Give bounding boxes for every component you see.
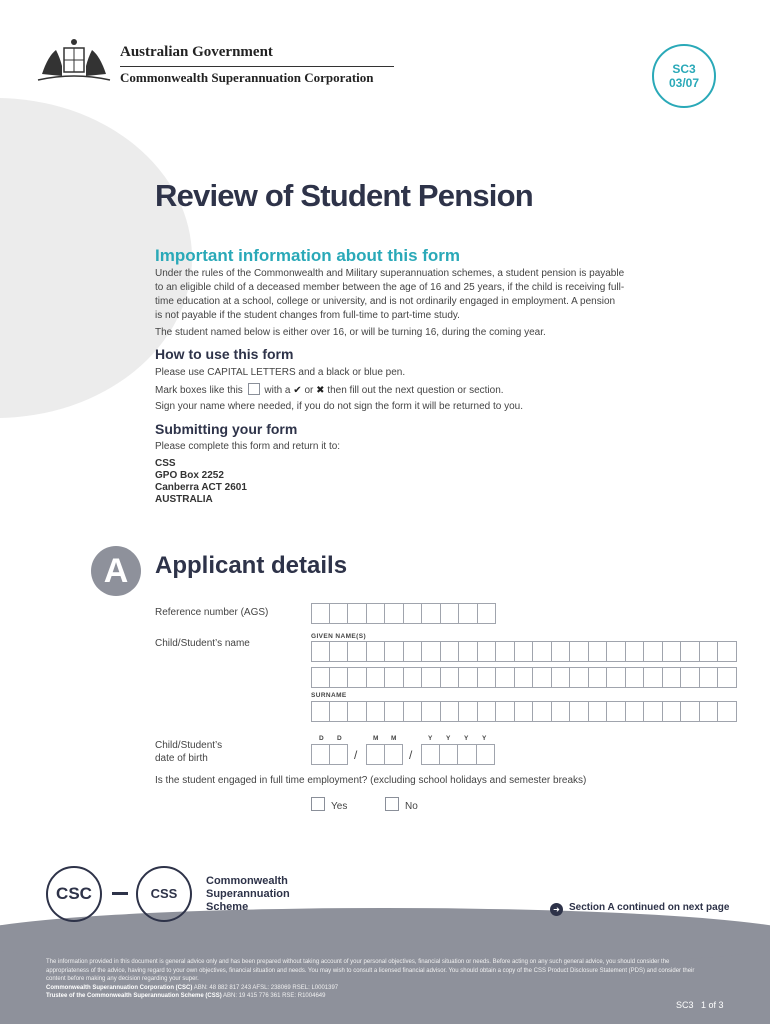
char-cell[interactable] <box>552 667 571 688</box>
char-cell[interactable] <box>459 603 478 624</box>
char-cell[interactable] <box>626 641 645 662</box>
char-cell[interactable] <box>718 667 737 688</box>
char-cell[interactable] <box>459 701 478 722</box>
no-checkbox[interactable] <box>385 797 399 811</box>
char-cell[interactable] <box>496 701 515 722</box>
mark-text-c: or <box>304 385 314 396</box>
char-cell[interactable] <box>607 667 626 688</box>
given-names-label: GIVEN NAME(S) <box>311 633 367 640</box>
important-paragraph: Under the rules of the Commonwealth and Military superannuation schemes, a student pension is payable to an eligible child of a deceased member between the age of 16 and 25 years, if the child is receiving full-time education at a school, college or university, and is not ordinarily engaged in employment. A pension is not payable if the student changes from full-time to part-time study. <box>155 268 625 321</box>
given-names-input-row-1[interactable] <box>311 641 737 662</box>
arrow-right-icon: ➜ <box>550 903 563 916</box>
how-to-heading: How to use this form <box>155 346 294 362</box>
dob-label <box>155 739 222 765</box>
char-cell[interactable] <box>626 667 645 688</box>
char-cell[interactable] <box>533 667 552 688</box>
char-cell[interactable] <box>367 667 386 688</box>
char-cell[interactable] <box>330 603 349 624</box>
mark-text-d: then fill out the next question or section. <box>327 385 504 396</box>
char-cell[interactable] <box>663 667 682 688</box>
char-cell[interactable] <box>367 603 386 624</box>
name-label: Child/Student’s name <box>155 638 250 649</box>
char-cell[interactable] <box>367 641 386 662</box>
char-cell[interactable] <box>348 603 367 624</box>
char-cell[interactable] <box>700 667 719 688</box>
char-cell[interactable] <box>404 701 423 722</box>
reference-label: Reference number (AGS) <box>155 607 269 618</box>
char-cell[interactable] <box>458 744 477 765</box>
char-cell[interactable] <box>459 641 478 662</box>
char-cell[interactable] <box>348 641 367 662</box>
char-cell[interactable] <box>385 667 404 688</box>
char-cell[interactable] <box>422 603 441 624</box>
char-cell[interactable] <box>477 744 496 765</box>
scheme-name-line: Scheme <box>206 901 249 913</box>
char-cell[interactable] <box>663 701 682 722</box>
char-cell[interactable] <box>644 701 663 722</box>
char-cell[interactable] <box>441 641 460 662</box>
section-letter-badge: A <box>91 546 141 596</box>
char-cell[interactable] <box>366 744 385 765</box>
char-cell[interactable] <box>367 701 386 722</box>
trustee-line <box>46 992 706 1001</box>
employment-question: Is the student engaged in full time employment? (excluding school holidays and semester breaks) <box>155 775 587 786</box>
dob-year-letter: Y <box>446 735 451 742</box>
continued-note <box>550 902 729 916</box>
char-cell[interactable] <box>589 667 608 688</box>
char-cell[interactable] <box>496 641 515 662</box>
char-cell[interactable] <box>626 701 645 722</box>
char-cell[interactable] <box>681 701 700 722</box>
trustee-details: ABN: 19 415 776 361 RSE: R1004649 <box>223 993 326 999</box>
trustee-entity: Trustee of the Commonwealth Superannuation Scheme (CSS) <box>46 993 222 999</box>
char-cell[interactable] <box>440 744 459 765</box>
important-heading: Important information about this form <box>155 246 461 265</box>
char-cell[interactable] <box>700 701 719 722</box>
csc-entity: Commonwealth Superannuation Corporation (CSC) <box>46 984 193 991</box>
continued-text: Section A continued on next page <box>569 902 730 913</box>
yes-label: Yes <box>331 801 348 812</box>
dob-separator: / <box>409 748 413 762</box>
char-cell[interactable] <box>478 701 497 722</box>
char-cell[interactable] <box>422 641 441 662</box>
reference-number-input[interactable] <box>311 603 496 624</box>
address-line: Canberra ACT 2601 <box>155 482 247 493</box>
dob-separator: / <box>354 748 358 762</box>
csc-logo: CSC <box>46 866 102 922</box>
char-cell[interactable] <box>607 701 626 722</box>
char-cell[interactable] <box>404 603 423 624</box>
surname-input[interactable] <box>311 701 737 722</box>
dob-day-letter: D <box>337 735 342 742</box>
section-title: Applicant details <box>155 552 348 579</box>
surname-label: SURNAME <box>311 692 347 699</box>
how-to-line-1: Please use CAPITAL LETTERS and a black or blue pen. <box>155 367 406 378</box>
char-cell[interactable] <box>404 641 423 662</box>
char-cell[interactable] <box>681 641 700 662</box>
address-line: CSS <box>155 458 176 469</box>
char-cell[interactable] <box>478 603 497 624</box>
how-to-line-3: Sign your name where needed, if you do not sign the form it will be returned to you. <box>155 401 523 412</box>
char-cell[interactable] <box>311 603 330 624</box>
char-cell[interactable] <box>441 701 460 722</box>
footer <box>0 938 770 1024</box>
no-label: No <box>405 801 418 812</box>
char-cell[interactable] <box>478 667 497 688</box>
scheme-name <box>206 875 290 914</box>
char-cell[interactable] <box>422 701 441 722</box>
form-date: 03/07 <box>668 76 700 90</box>
csc-details: ABN: 48 882 817 243 AFSL: 238069 RSEL: L0001397 <box>193 984 339 991</box>
scheme-name-line: Commonwealth <box>206 875 288 887</box>
char-cell[interactable] <box>459 667 478 688</box>
mark-text-a: Mark boxes like this <box>155 385 243 396</box>
char-cell[interactable] <box>533 641 552 662</box>
address-line: GPO Box 2252 <box>155 470 224 481</box>
char-cell[interactable] <box>311 667 330 688</box>
yes-checkbox[interactable] <box>311 797 325 811</box>
logo-dash <box>112 892 128 895</box>
submit-heading: Submitting your form <box>155 421 298 437</box>
header-rule <box>120 66 394 67</box>
char-cell[interactable] <box>718 701 737 722</box>
char-cell[interactable] <box>681 667 700 688</box>
corporation-name: Commonwealth Superannuation Corporation <box>120 70 374 85</box>
char-cell[interactable] <box>311 701 330 722</box>
char-cell[interactable] <box>700 641 719 662</box>
char-cell[interactable] <box>570 641 589 662</box>
dob-year-letter: Y <box>428 735 433 742</box>
char-cell[interactable] <box>552 701 571 722</box>
postal-address <box>155 458 247 506</box>
char-cell[interactable] <box>330 641 349 662</box>
char-cell[interactable] <box>515 701 534 722</box>
char-cell[interactable] <box>589 701 608 722</box>
important-note: The student named below is either over 16, or will be turning 16, during the coming year. <box>155 327 546 338</box>
char-cell[interactable] <box>441 603 460 624</box>
address-line: AUSTRALIA <box>155 494 213 505</box>
csc-line <box>46 984 706 993</box>
char-cell[interactable] <box>552 641 571 662</box>
char-cell[interactable] <box>330 667 349 688</box>
submit-line: Please complete this form and return it to: <box>155 441 341 452</box>
government-name: Australian Government <box>120 44 273 60</box>
char-cell[interactable] <box>311 641 330 662</box>
char-cell[interactable] <box>663 641 682 662</box>
dob-label-line-1: Child/Student’s <box>155 740 223 751</box>
mark-text-b: with a <box>264 385 291 396</box>
page-number: 1 of 3 <box>701 1000 724 1010</box>
char-cell[interactable] <box>404 667 423 688</box>
dob-month-letter: M <box>391 735 397 742</box>
char-cell[interactable] <box>421 744 440 765</box>
disclaimer: The information provided in this document is general advice only and has been prepared without taking account of your personal objectives, financial situation or needs. Before acting on any such general advice, you should consider the appropriateness of the advice, having regard to your own objectives, financial situation and needs. You may wish to consult a licensed financial advisor. You should obtain a copy of the CSS Product Disclosure Statement (PDS) and consider their content before making any decision regarding your super. <box>46 959 695 982</box>
dob-month-input[interactable] <box>366 744 403 765</box>
char-cell[interactable] <box>385 744 404 765</box>
form-code-badge <box>652 44 716 108</box>
char-cell[interactable] <box>496 667 515 688</box>
char-cell[interactable] <box>311 744 330 765</box>
tick-icon: ✔ <box>293 385 302 396</box>
char-cell[interactable] <box>330 744 349 765</box>
dob-month-letter: M <box>373 735 379 742</box>
dob-year-letter: Y <box>482 735 487 742</box>
page-indicator <box>676 1000 724 1010</box>
dob-day-input[interactable] <box>311 744 348 765</box>
scheme-name-line: Superannuation <box>206 888 290 900</box>
char-cell[interactable] <box>422 667 441 688</box>
example-box <box>248 383 260 395</box>
char-cell[interactable] <box>348 701 367 722</box>
css-logo: CSS <box>136 866 192 922</box>
page-title: Review of Student Pension <box>155 178 533 213</box>
given-names-input-row-2[interactable] <box>311 667 737 688</box>
footer-text <box>46 958 706 1001</box>
char-cell[interactable] <box>644 667 663 688</box>
char-cell[interactable] <box>718 641 737 662</box>
cross-icon: ✖ <box>316 385 325 396</box>
char-cell[interactable] <box>478 641 497 662</box>
char-cell[interactable] <box>330 701 349 722</box>
dob-day-letter: D <box>319 735 324 742</box>
page-code: SC3 <box>676 1000 694 1010</box>
char-cell[interactable] <box>644 641 663 662</box>
char-cell[interactable] <box>607 641 626 662</box>
scheme-logos <box>46 866 346 922</box>
char-cell[interactable] <box>589 641 608 662</box>
form-code: SC3 <box>672 62 696 76</box>
dob-label-line-2: date of birth <box>155 753 208 764</box>
char-cell[interactable] <box>570 701 589 722</box>
dob-year-input[interactable] <box>421 744 495 765</box>
char-cell[interactable] <box>515 667 534 688</box>
char-cell[interactable] <box>348 667 367 688</box>
char-cell[interactable] <box>385 701 404 722</box>
char-cell[interactable] <box>441 667 460 688</box>
char-cell[interactable] <box>385 603 404 624</box>
char-cell[interactable] <box>515 641 534 662</box>
char-cell[interactable] <box>570 667 589 688</box>
char-cell[interactable] <box>533 701 552 722</box>
char-cell[interactable] <box>385 641 404 662</box>
dob-year-letter: Y <box>464 735 469 742</box>
how-to-line-2 <box>155 383 504 396</box>
coat-of-arms-icon <box>34 36 114 84</box>
